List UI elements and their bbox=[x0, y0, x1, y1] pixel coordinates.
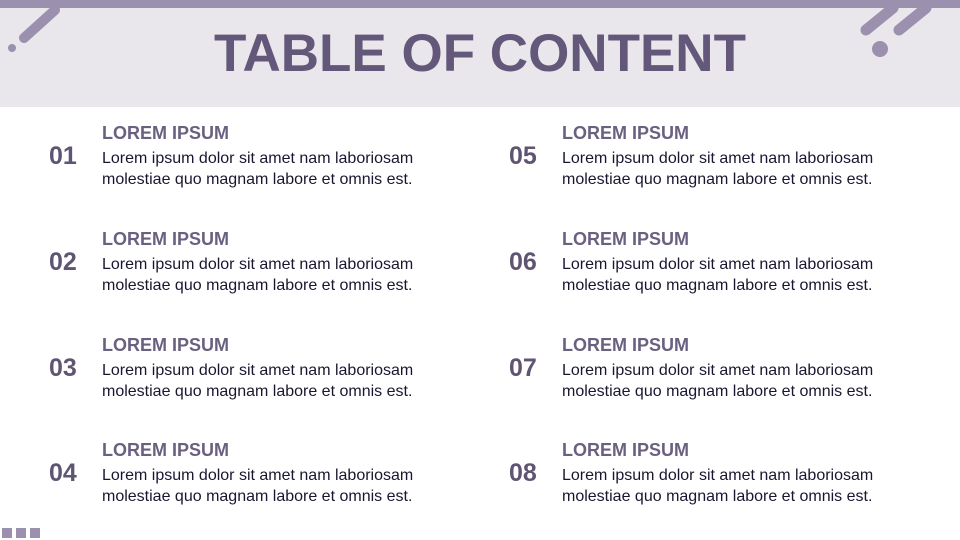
deco-square bbox=[16, 528, 26, 538]
entry-description: Lorem ipsum dolor sit amet nam laboriosam molestiae quo magnam labore et omnis est. bbox=[102, 362, 414, 400]
deco-square bbox=[30, 528, 40, 538]
entry-heading: LOREM IPSUM bbox=[562, 440, 690, 460]
toc-entry-03 bbox=[49, 335, 489, 415]
entry-description: Lorem ipsum dolor sit amet nam laboriosam molestiae quo magnam labore et omnis est. bbox=[562, 362, 874, 400]
entry-heading: LOREM IPSUM bbox=[562, 229, 690, 249]
entry-number: 05 bbox=[509, 142, 537, 170]
entry-heading: LOREM IPSUM bbox=[102, 335, 230, 355]
entry-number: 07 bbox=[509, 354, 537, 382]
entry-description: Lorem ipsum dolor sit amet nam laboriosam molestiae quo magnam labore et omnis est. bbox=[562, 256, 874, 294]
entry-heading: LOREM IPSUM bbox=[562, 335, 690, 355]
entry-description: Lorem ipsum dolor sit amet nam laboriosam molestiae quo magnam labore et omnis est. bbox=[102, 467, 414, 505]
entry-number: 01 bbox=[49, 142, 77, 170]
toc-entry-08 bbox=[509, 440, 949, 520]
entry-number: 06 bbox=[509, 248, 537, 276]
toc-entry-06 bbox=[509, 229, 949, 309]
entry-description: Lorem ipsum dolor sit amet nam laboriosam molestiae quo magnam labore et omnis est. bbox=[102, 256, 414, 294]
entry-heading: LOREM IPSUM bbox=[102, 229, 230, 249]
entry-number: 03 bbox=[49, 354, 77, 382]
toc-entry-01 bbox=[49, 123, 489, 203]
entry-number: 08 bbox=[509, 459, 537, 487]
entry-description: Lorem ipsum dolor sit amet nam laboriosam molestiae quo magnam labore et omnis est. bbox=[562, 467, 874, 505]
toc-entry-05 bbox=[509, 123, 949, 203]
toc-entry-07 bbox=[509, 335, 949, 415]
entry-heading: LOREM IPSUM bbox=[102, 440, 230, 460]
page-title: TABLE OF CONTENT bbox=[214, 24, 746, 83]
entry-description: Lorem ipsum dolor sit amet nam laboriosam molestiae quo magnam labore et omnis est. bbox=[102, 150, 414, 188]
deco-square bbox=[2, 528, 12, 538]
entry-number: 04 bbox=[49, 459, 77, 487]
entry-description: Lorem ipsum dolor sit amet nam laboriosam molestiae quo magnam labore et omnis est. bbox=[562, 150, 874, 188]
toc-entry-04 bbox=[49, 440, 489, 520]
entry-heading: LOREM IPSUM bbox=[562, 123, 690, 143]
entry-number: 02 bbox=[49, 248, 77, 276]
toc-entry-02 bbox=[49, 229, 489, 309]
entry-heading: LOREM IPSUM bbox=[102, 123, 230, 143]
